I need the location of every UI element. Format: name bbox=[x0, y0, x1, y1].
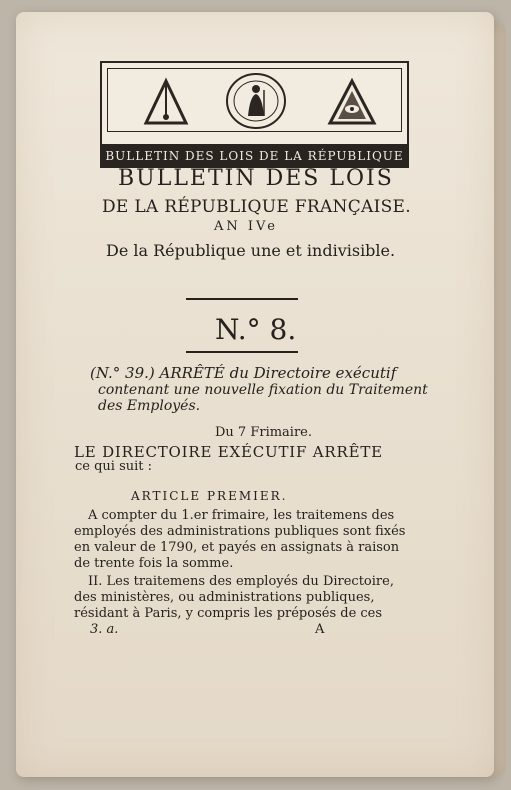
decree-date: Du 7 Frimaire. bbox=[215, 425, 312, 440]
article-heading: ARTICLE PREMIER. bbox=[131, 489, 288, 503]
document-motto: De la République une et indivisible. bbox=[106, 241, 396, 260]
rule-upper bbox=[186, 298, 298, 300]
body-line: A compter du 1.er frimaire, les traitemens des bbox=[88, 508, 395, 523]
signature-mark: 3. a. bbox=[90, 622, 119, 637]
masthead-band bbox=[100, 144, 409, 168]
body-line: de trente fois la somme. bbox=[74, 556, 234, 571]
body-line: II. Les traitemens des employés du Directoire, bbox=[88, 574, 394, 589]
body-line: employés des administrations publiques sont fixés bbox=[74, 524, 406, 539]
document-subtitle: DE LA RÉPUBLIQUE FRANÇAISE. bbox=[102, 197, 411, 217]
body-line: en valeur de 1790, et payés en assignats à raison bbox=[74, 540, 400, 555]
arrete-subheading-1: contenant une nouvelle fixation du Traitement bbox=[98, 382, 428, 398]
rule-lower bbox=[186, 351, 298, 353]
eye-of-providence-icon bbox=[326, 77, 378, 129]
masthead-vignette bbox=[100, 61, 409, 168]
masthead-band-text: BULLETIN DES LOIS DE LA RÉPUBLIQUE bbox=[105, 149, 404, 163]
body-line: résidant à Paris, y compris les préposés de ces bbox=[74, 606, 383, 621]
bulletin-number: N.° 8. bbox=[215, 313, 297, 346]
masthead-frame bbox=[107, 68, 402, 132]
republic-seal-icon bbox=[224, 72, 288, 130]
directive-line-1: LE DIRECTOIRE EXÉCUTIF ARRÊTE bbox=[74, 443, 383, 461]
compass-level-icon bbox=[142, 77, 190, 129]
signature-letter: A bbox=[315, 622, 325, 637]
arrete-subheading-2: des Employés. bbox=[98, 398, 201, 414]
document-title: BULLETIN DES LOIS bbox=[118, 166, 394, 191]
document-year: AN IVe bbox=[214, 219, 278, 234]
body-line: des ministères, ou administrations publiques, bbox=[74, 590, 375, 605]
directive-line-2: ce qui suit : bbox=[75, 459, 153, 474]
arrete-heading: (N.° 39.) ARRÊTÉ du Directoire exécutif bbox=[90, 364, 397, 382]
